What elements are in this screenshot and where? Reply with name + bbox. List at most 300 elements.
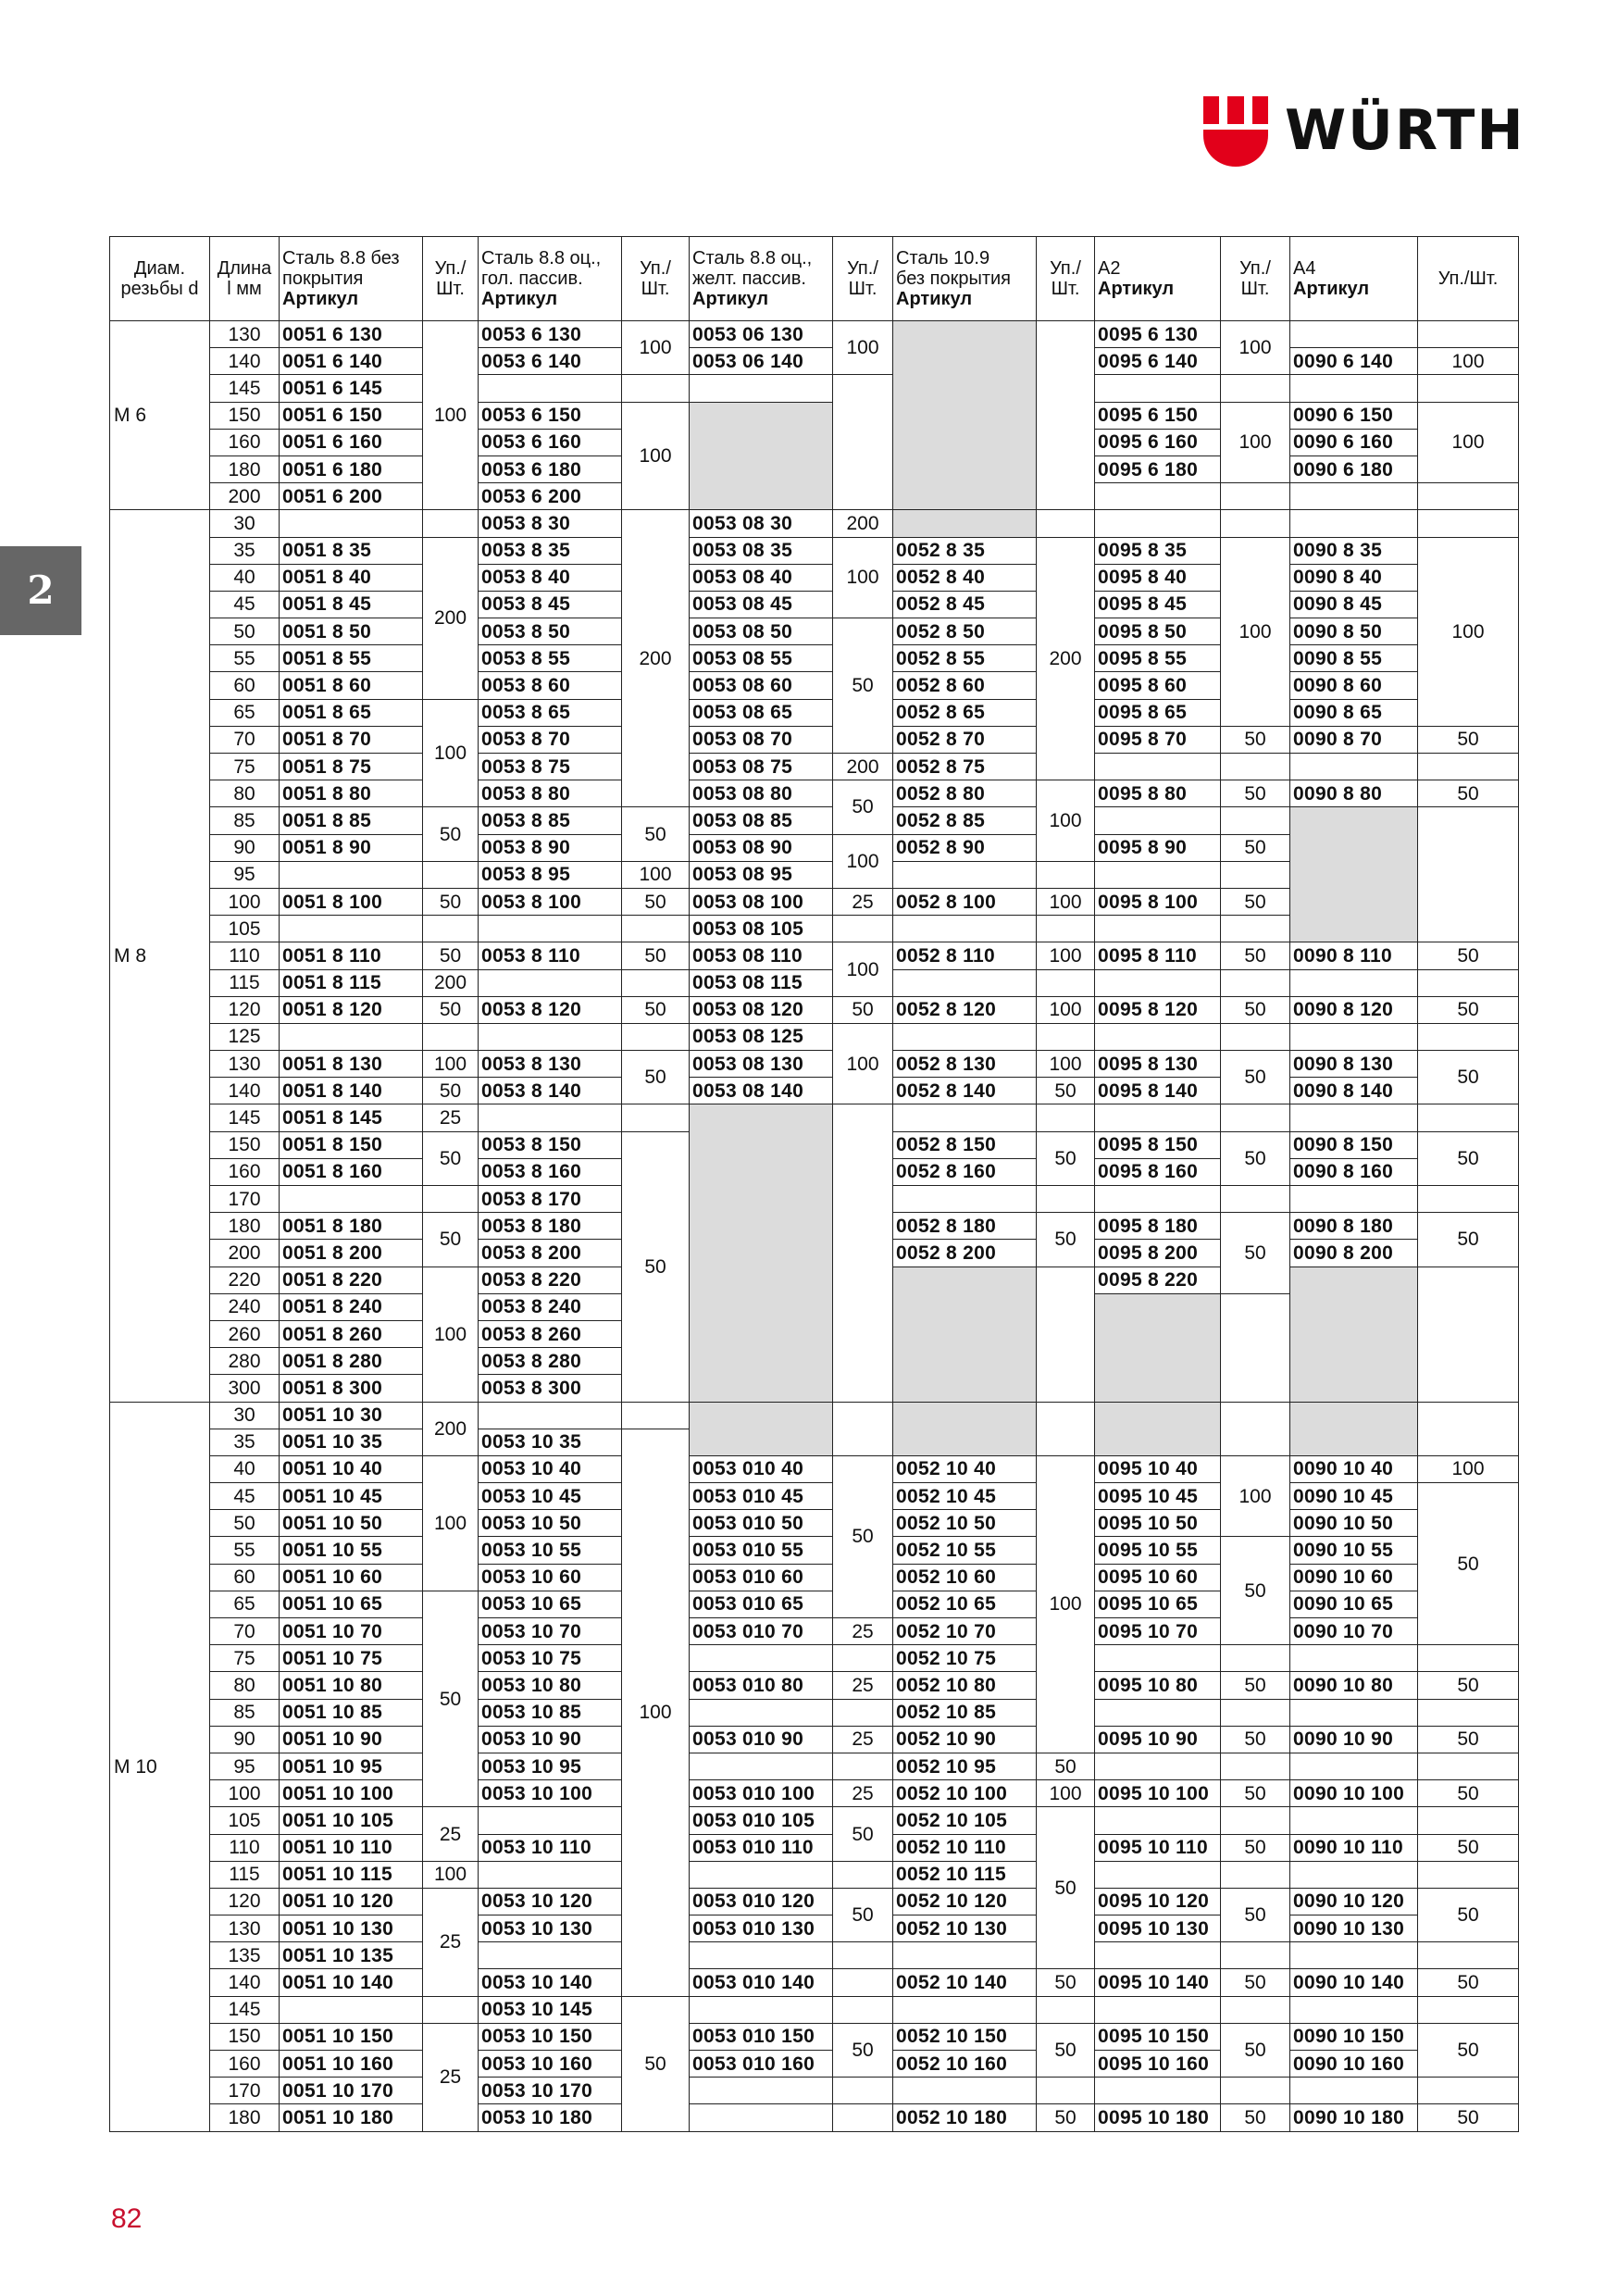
length-cell: 30 [210, 1402, 280, 1429]
pack-qty-cell: 50 [1221, 1051, 1290, 1104]
article-number-cell [1290, 1861, 1418, 1888]
article-number-cell: 0052 10 55 [893, 1537, 1037, 1564]
header-label: Уп./ [1239, 258, 1271, 279]
table-row [110, 1969, 1519, 1996]
table-row [110, 1726, 1519, 1753]
article-number-cell: 0051 10 65 [280, 1591, 423, 1617]
article-number-cell [893, 321, 1037, 510]
pack-qty-cell: 50 [1221, 726, 1290, 753]
article-number-cell: 0095 8 45 [1095, 591, 1221, 618]
article-number-cell: 0095 8 140 [1095, 1078, 1221, 1104]
length-cell: 170 [210, 1186, 280, 1213]
article-number-cell: 0052 10 100 [893, 1780, 1037, 1807]
article-number-cell [1095, 969, 1221, 996]
article-number-cell [1095, 1996, 1221, 2023]
article-number-cell: 0051 6 150 [280, 402, 423, 429]
article-number-cell: 0052 8 130 [893, 1051, 1037, 1078]
article-number-cell [280, 861, 423, 888]
table-row [110, 754, 1519, 780]
article-number-cell [690, 1104, 833, 1402]
table-row [110, 348, 1519, 375]
article-number-cell: 0053 8 80 [479, 780, 622, 807]
pack-qty-cell: 50 [1221, 996, 1290, 1023]
table-row [110, 1807, 1519, 1834]
header-article-label: Артикул [1098, 279, 1175, 299]
pack-qty-cell [1221, 807, 1290, 834]
article-number-cell: 0052 8 110 [893, 942, 1037, 969]
article-number-cell: 0095 6 140 [1095, 348, 1221, 375]
header-article-label: Артикул [1293, 279, 1370, 299]
pack-qty-cell: 50 [1418, 996, 1519, 1023]
table-row [110, 1564, 1519, 1591]
article-number-cell: 0053 8 280 [479, 1348, 622, 1375]
table-row [110, 807, 1519, 834]
article-number-cell: 0090 10 90 [1290, 1726, 1418, 1753]
pack-qty-cell [1221, 754, 1290, 780]
article-number-cell: 0095 6 160 [1095, 429, 1221, 455]
length-cell: 110 [210, 942, 280, 969]
article-number-cell: 0051 8 115 [280, 969, 423, 996]
pack-qty-cell: 25 [423, 1888, 479, 1996]
article-number-cell: 0052 8 100 [893, 888, 1037, 915]
pack-qty-cell: 50 [1037, 1078, 1095, 1104]
header-label: Уп./ [434, 258, 467, 279]
table-row [110, 1753, 1519, 1779]
article-number-cell: 0051 8 150 [280, 1131, 423, 1158]
article-number-cell: 0051 10 30 [280, 1402, 423, 1429]
pack-qty-cell: 50 [423, 1213, 479, 1267]
pack-qty-cell [1221, 1753, 1290, 1779]
pack-qty-cell [833, 1969, 893, 1996]
article-number-cell: 0052 8 70 [893, 726, 1037, 753]
article-number-cell [1290, 807, 1418, 942]
article-number-cell: 0095 10 90 [1095, 1726, 1221, 1753]
pack-qty-cell: 25 [833, 888, 893, 915]
pack-qty-cell: 25 [423, 2023, 479, 2131]
pack-qty-cell: 200 [833, 510, 893, 537]
pack-qty-cell: 50 [1418, 1888, 1519, 1941]
article-number-cell: 0051 8 160 [280, 1158, 423, 1185]
article-number-cell [1290, 1699, 1418, 1726]
table-row [110, 1618, 1519, 1645]
pack-qty-cell [1221, 1861, 1290, 1888]
article-number-cell [893, 969, 1037, 996]
article-number-cell: 0052 8 55 [893, 645, 1037, 672]
pack-qty-cell [1418, 1996, 1519, 2023]
article-number-cell: 0095 8 130 [1095, 1051, 1221, 1078]
article-number-cell: 0095 10 100 [1095, 1780, 1221, 1807]
article-number-cell: 0053 10 45 [479, 1483, 622, 1510]
column-header [1221, 237, 1290, 321]
article-number-cell [893, 1104, 1037, 1131]
article-number-cell: 0053 8 220 [479, 1267, 622, 1293]
article-number-cell [1290, 1645, 1418, 1672]
article-number-cell [1290, 1807, 1418, 1834]
pack-qty-cell: 50 [622, 996, 690, 1023]
pack-qty-cell: 100 [1037, 942, 1095, 969]
article-number-cell: 0051 8 280 [280, 1348, 423, 1375]
article-number-cell [690, 375, 833, 402]
article-number-cell: 0053 08 65 [690, 699, 833, 726]
header-label: A4 [1293, 258, 1316, 279]
column-header [893, 237, 1037, 321]
length-cell: 55 [210, 645, 280, 672]
table-row [110, 1672, 1519, 1699]
article-number-cell [1095, 916, 1221, 942]
header-label: гол. пассив. [481, 268, 583, 289]
pack-qty-cell [1221, 1023, 1290, 1050]
pack-qty-cell: 25 [833, 1618, 893, 1645]
article-number-cell: 0090 6 140 [1290, 348, 1418, 375]
length-cell: 85 [210, 1699, 280, 1726]
article-number-cell: 0053 8 100 [479, 888, 622, 915]
article-number-cell: 0095 8 65 [1095, 699, 1221, 726]
article-number-cell [1095, 1942, 1221, 1969]
article-number-cell [1095, 1753, 1221, 1779]
article-number-cell [1290, 1942, 1418, 1969]
article-number-cell: 0051 8 85 [280, 807, 423, 834]
article-number-cell: 0095 10 110 [1095, 1834, 1221, 1861]
article-number-cell: 0051 10 60 [280, 1564, 423, 1591]
article-number-cell: 0053 010 65 [690, 1591, 833, 1617]
length-cell: 180 [210, 2104, 280, 2131]
article-number-cell: 0090 10 55 [1290, 1537, 1418, 1564]
pack-qty-cell: 100 [833, 942, 893, 996]
column-header [210, 237, 280, 321]
article-number-cell: 0053 8 180 [479, 1213, 622, 1240]
thread-diameter-cell: M 8 [110, 510, 210, 1402]
length-cell: 145 [210, 375, 280, 402]
article-number-cell: 0053 010 70 [690, 1618, 833, 1645]
table-row [110, 996, 1519, 1023]
article-number-cell: 0053 08 100 [690, 888, 833, 915]
length-cell: 145 [210, 1996, 280, 2023]
pack-qty-cell: 25 [423, 1104, 479, 1131]
table-row [110, 537, 1519, 564]
pack-qty-cell: 50 [1418, 1834, 1519, 1861]
pack-qty-cell [1418, 1942, 1519, 1969]
length-cell: 150 [210, 2023, 280, 2050]
pack-qty-cell [1221, 483, 1290, 510]
length-cell: 90 [210, 834, 280, 861]
article-number-cell: 0053 010 45 [690, 1483, 833, 1510]
article-number-cell: 0053 10 55 [479, 1537, 622, 1564]
length-cell: 70 [210, 1618, 280, 1645]
pack-qty-cell: 50 [1418, 1672, 1519, 1699]
pack-qty-cell [1221, 916, 1290, 942]
column-header [1290, 237, 1418, 321]
article-number-cell: 0051 6 160 [280, 429, 423, 455]
pack-qty-cell: 50 [1418, 1780, 1519, 1807]
table-row [110, 969, 1519, 996]
pack-qty-cell [833, 375, 893, 510]
pack-qty-cell [622, 1104, 690, 1131]
article-number-cell [690, 1861, 833, 1888]
article-number-cell [1095, 1861, 1221, 1888]
length-cell: 75 [210, 754, 280, 780]
pack-qty-cell: 50 [423, 888, 479, 915]
article-number-cell: 0090 8 180 [1290, 1213, 1418, 1240]
table-row [110, 1078, 1519, 1104]
article-number-cell: 0052 10 60 [893, 1564, 1037, 1591]
article-number-cell [1095, 483, 1221, 510]
length-cell: 120 [210, 1888, 280, 1915]
article-number-cell: 0051 8 90 [280, 834, 423, 861]
article-number-cell: 0051 10 140 [280, 1969, 423, 1996]
pack-qty-cell [1037, 1104, 1095, 1131]
article-number-cell: 0051 10 110 [280, 1834, 423, 1861]
article-number-cell: 0053 8 55 [479, 645, 622, 672]
article-number-cell: 0053 08 75 [690, 754, 833, 780]
header-label: резьбы d [120, 279, 199, 299]
length-cell: 90 [210, 1726, 280, 1753]
table-row [110, 1996, 1519, 2023]
column-header [1418, 237, 1519, 321]
article-number-cell [1095, 861, 1221, 888]
article-number-cell: 0051 8 180 [280, 1213, 423, 1240]
pack-qty-cell: 50 [1418, 1726, 1519, 1753]
pack-qty-cell: 50 [423, 1078, 479, 1104]
article-number-cell [479, 375, 622, 402]
article-number-cell: 0052 10 115 [893, 1861, 1037, 1888]
pack-qty-cell [1221, 1402, 1290, 1455]
article-number-cell: 0051 8 80 [280, 780, 423, 807]
pack-qty-cell [833, 1699, 893, 1726]
pack-qty-cell: 100 [423, 1051, 479, 1078]
article-number-cell: 0090 6 160 [1290, 429, 1418, 455]
article-number-cell: 0051 10 85 [280, 1699, 423, 1726]
article-number-cell: 0090 10 150 [1290, 2023, 1418, 2050]
article-number-cell: 0052 8 80 [893, 780, 1037, 807]
header-label: желт. пассив. [692, 268, 806, 289]
pack-qty-cell: 50 [1418, 1483, 1519, 1645]
table-header-row [110, 237, 1519, 321]
article-number-cell: 0053 10 40 [479, 1455, 622, 1482]
article-number-cell: 0053 8 60 [479, 672, 622, 699]
length-cell: 55 [210, 1537, 280, 1564]
pack-qty-cell: 50 [423, 942, 479, 969]
pack-qty-cell: 50 [1221, 834, 1290, 861]
table-row [110, 2104, 1519, 2131]
article-number-cell: 0052 8 140 [893, 1078, 1037, 1104]
article-number-cell: 0095 10 40 [1095, 1455, 1221, 1482]
header-label: Уп./Шт. [1438, 268, 1499, 289]
article-number-cell: 0053 08 95 [690, 861, 833, 888]
table-row [110, 591, 1519, 618]
table-row [110, 1834, 1519, 1861]
article-number-cell: 0051 8 200 [280, 1240, 423, 1267]
pack-qty-cell [1418, 321, 1519, 348]
pack-qty-cell: 50 [1221, 888, 1290, 915]
column-header [690, 237, 833, 321]
article-number-cell [893, 1023, 1037, 1050]
article-number-cell: 0052 10 120 [893, 1888, 1037, 1915]
article-number-cell [1290, 969, 1418, 996]
article-number-cell: 0053 8 75 [479, 754, 622, 780]
article-number-cell [280, 1996, 423, 2023]
article-number-cell [479, 1807, 622, 1834]
article-number-cell: 0051 10 160 [280, 2051, 423, 2078]
article-number-cell: 0053 08 80 [690, 780, 833, 807]
pack-qty-cell [423, 861, 479, 888]
article-number-cell [690, 1699, 833, 1726]
article-number-cell: 0090 8 200 [1290, 1240, 1418, 1267]
article-number-cell: 0090 8 45 [1290, 591, 1418, 618]
column-header [622, 237, 690, 321]
article-number-cell: 0052 10 65 [893, 1591, 1037, 1617]
pack-qty-cell [1037, 1267, 1095, 1402]
article-number-cell [893, 861, 1037, 888]
pack-qty-cell: 100 [1221, 1455, 1290, 1537]
article-number-cell: 0052 10 70 [893, 1618, 1037, 1645]
article-number-cell: 0095 10 45 [1095, 1483, 1221, 1510]
pack-qty-cell: 50 [1418, 1213, 1519, 1267]
article-number-cell: 0095 8 150 [1095, 1131, 1221, 1158]
article-number-cell: 0052 10 180 [893, 2104, 1037, 2131]
pack-qty-cell [1221, 375, 1290, 402]
article-number-cell: 0053 010 105 [690, 1807, 833, 1834]
header-label: Сталь 8.8 оц., [481, 248, 602, 268]
article-number-cell: 0052 8 200 [893, 1240, 1037, 1267]
article-number-cell [690, 402, 833, 510]
article-number-cell: 0053 8 130 [479, 1051, 622, 1078]
table-row [110, 1051, 1519, 1078]
article-number-cell: 0090 10 120 [1290, 1888, 1418, 1915]
length-cell: 115 [210, 1861, 280, 1888]
article-number-cell: 0051 10 150 [280, 2023, 423, 2050]
pack-qty-cell: 100 [833, 537, 893, 618]
article-number-cell: 0053 08 115 [690, 969, 833, 996]
article-number-cell: 0053 08 105 [690, 916, 833, 942]
table-row [110, 1780, 1519, 1807]
header-label: Шт. [1051, 279, 1080, 299]
table-row [110, 2078, 1519, 2104]
length-cell: 200 [210, 1240, 280, 1267]
table-row [110, 780, 1519, 807]
pack-qty-cell: 50 [1037, 2104, 1095, 2131]
pack-qty-cell: 50 [1221, 2104, 1290, 2131]
pack-qty-cell [1418, 2078, 1519, 2104]
article-number-cell: 0095 8 80 [1095, 780, 1221, 807]
pack-qty-cell: 50 [833, 618, 893, 754]
article-number-cell: 0051 6 145 [280, 375, 423, 402]
pack-qty-cell: 100 [833, 1023, 893, 1104]
article-number-cell: 0053 06 130 [690, 321, 833, 348]
pack-qty-cell [1221, 1996, 1290, 2023]
table-row [110, 402, 1519, 429]
length-cell: 140 [210, 348, 280, 375]
article-number-cell: 0051 8 240 [280, 1293, 423, 1320]
article-number-cell: 0053 6 140 [479, 348, 622, 375]
length-cell: 170 [210, 2078, 280, 2104]
length-cell: 105 [210, 916, 280, 942]
pack-qty-cell [1221, 510, 1290, 537]
article-number-cell: 0051 10 135 [280, 1942, 423, 1969]
article-number-cell [1290, 1402, 1418, 1455]
article-number-cell: 0053 10 80 [479, 1672, 622, 1699]
article-number-cell [1290, 754, 1418, 780]
article-number-cell: 0051 8 140 [280, 1078, 423, 1104]
article-number-cell: 0090 8 60 [1290, 672, 1418, 699]
pack-qty-cell: 50 [622, 1131, 690, 1402]
article-number-cell: 0095 10 55 [1095, 1537, 1221, 1564]
article-number-cell: 0051 10 40 [280, 1455, 423, 1482]
article-number-cell: 0052 10 75 [893, 1645, 1037, 1672]
pack-qty-cell: 50 [1037, 1753, 1095, 1779]
length-cell: 40 [210, 1455, 280, 1482]
article-number-cell: 0051 8 45 [280, 591, 423, 618]
pack-qty-cell: 100 [423, 1861, 479, 1888]
length-cell: 95 [210, 861, 280, 888]
article-number-cell: 0095 10 50 [1095, 1510, 1221, 1537]
article-number-cell: 0051 8 65 [280, 699, 423, 726]
article-number-cell [1095, 1645, 1221, 1672]
article-number-cell: 0051 10 130 [280, 1915, 423, 1942]
pack-qty-cell [1037, 1996, 1095, 2023]
article-number-cell: 0051 8 55 [280, 645, 423, 672]
length-cell: 130 [210, 321, 280, 348]
article-number-cell: 0051 8 75 [280, 754, 423, 780]
header-label: Шт. [1240, 279, 1270, 299]
column-header [280, 237, 423, 321]
table-row [110, 1915, 1519, 1942]
pack-qty-cell: 100 [1037, 1780, 1095, 1807]
article-number-cell: 0053 10 85 [479, 1699, 622, 1726]
article-number-cell [1095, 375, 1221, 402]
article-number-cell: 0051 10 55 [280, 1537, 423, 1564]
article-number-cell [1290, 2078, 1418, 2104]
length-cell: 35 [210, 537, 280, 564]
article-number-cell: 0052 10 90 [893, 1726, 1037, 1753]
pack-qty-cell [1221, 861, 1290, 888]
pack-qty-cell: 50 [1418, 2023, 1519, 2077]
pack-qty-cell: 100 [1037, 1051, 1095, 1078]
article-number-cell: 0090 8 120 [1290, 996, 1418, 1023]
pack-qty-cell [1037, 2078, 1095, 2104]
article-number-cell: 0053 10 100 [479, 1780, 622, 1807]
table-row [110, 672, 1519, 699]
length-cell: 115 [210, 969, 280, 996]
article-number-cell [1290, 1023, 1418, 1050]
article-number-cell: 0053 08 120 [690, 996, 833, 1023]
article-number-cell: 0052 10 85 [893, 1699, 1037, 1726]
article-number-cell: 0051 10 180 [280, 2104, 423, 2131]
article-number-cell: 0095 8 180 [1095, 1213, 1221, 1240]
article-number-cell: 0051 8 100 [280, 888, 423, 915]
article-number-cell: 0090 10 140 [1290, 1969, 1418, 1996]
article-number-cell [893, 1942, 1037, 1969]
article-number-cell: 0095 8 220 [1095, 1267, 1221, 1293]
article-number-cell: 0051 10 70 [280, 1618, 423, 1645]
pack-qty-cell [1418, 1861, 1519, 1888]
pack-qty-cell: 50 [1221, 1726, 1290, 1753]
length-cell: 35 [210, 1429, 280, 1455]
article-number-cell [1095, 1186, 1221, 1213]
article-number-cell: 0053 010 150 [690, 2023, 833, 2050]
article-number-cell: 0051 10 45 [280, 1483, 423, 1510]
section-tab: 2 [0, 546, 81, 635]
pack-qty-cell: 50 [1037, 1807, 1095, 1969]
article-number-cell: 0095 6 130 [1095, 321, 1221, 348]
page-number: 82 [111, 2203, 143, 2234]
article-number-cell: 0090 8 65 [1290, 699, 1418, 726]
table-row [110, 510, 1519, 537]
length-cell: 60 [210, 672, 280, 699]
pack-qty-cell [833, 1996, 893, 2023]
pack-qty-cell [833, 2104, 893, 2131]
article-number-cell: 0052 10 110 [893, 1834, 1037, 1861]
article-number-cell: 0052 10 160 [893, 2051, 1037, 2078]
